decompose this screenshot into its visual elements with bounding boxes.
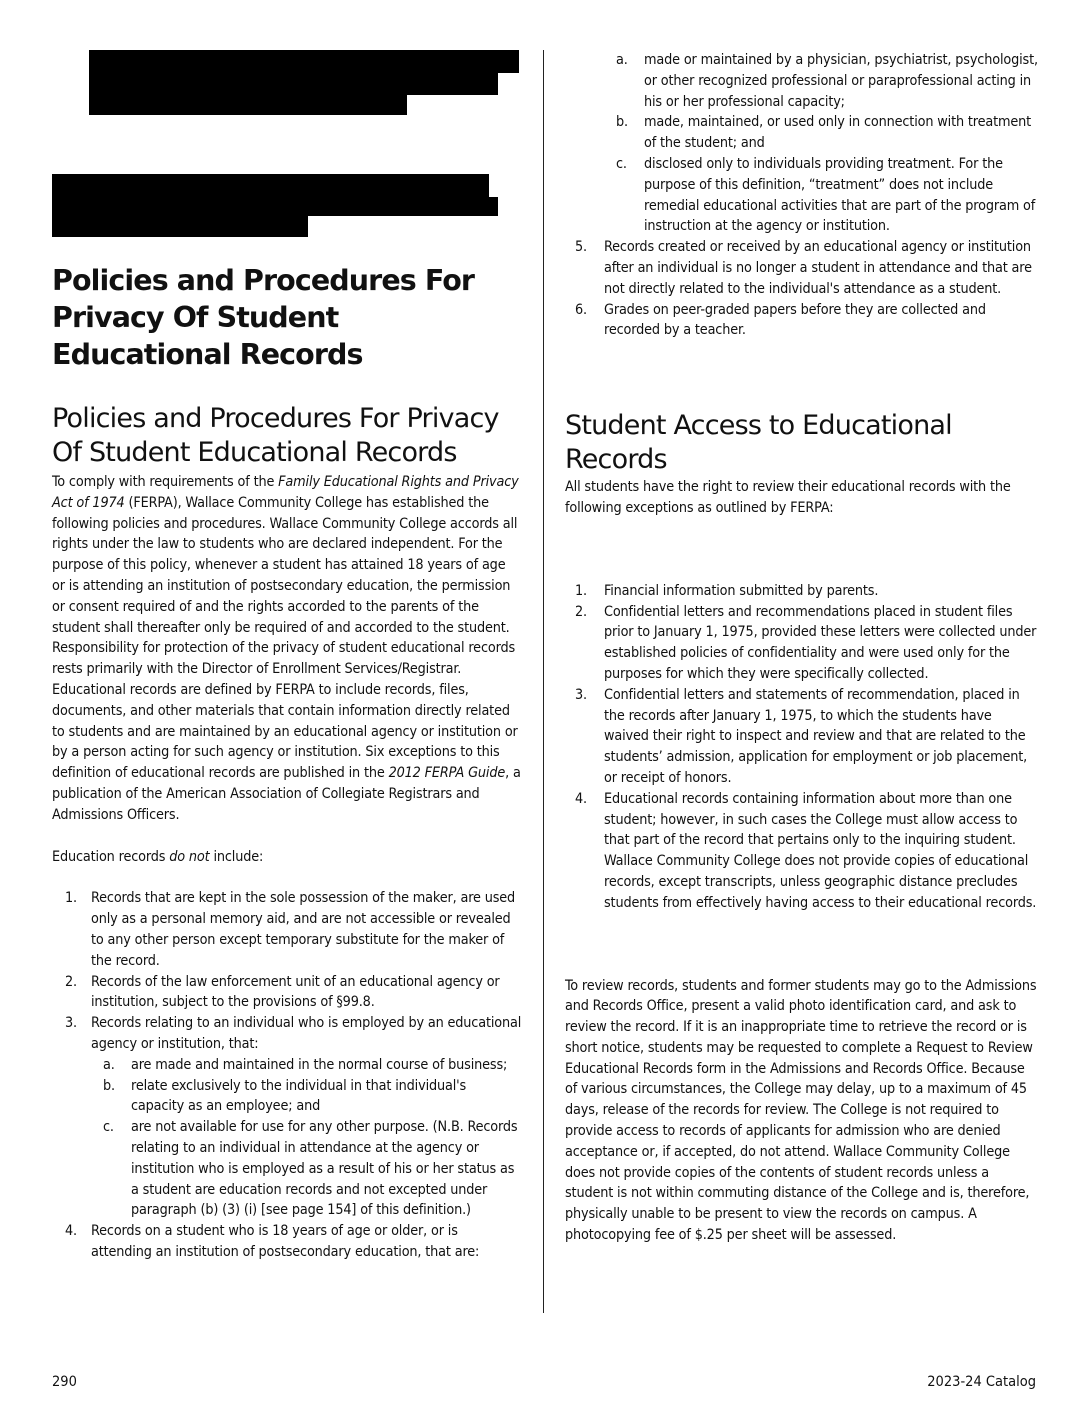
sub-list-item-text: relate exclusively to the individual in that individual's capacity as an employee; and (131, 1077, 467, 1115)
list-item (565, 602, 1040, 685)
exclusions-intro (52, 847, 522, 868)
list-item-text: Financial information submitted by parents. (604, 582, 879, 599)
sub-list (91, 1055, 522, 1221)
list-item-text: Confidential letters and statements of recommendation, placed in the records after January 1, 1975, to which the students have waived their right to inspect and review and that are related to the students’ admission, application for employment or job placement, or receipt of honors. (604, 686, 1028, 786)
redaction-block-1a (89, 50, 519, 73)
sub-list-item-text: made or maintained by a physician, psychiatrist, psychologist, or other recognized professional or paraprofessional acting in his or her professional capacity; (644, 52, 1038, 110)
sub-list-item (565, 154, 1040, 237)
access-section-title: Student Access to Educational Records (565, 410, 952, 476)
guide-name: 2012 FERPA Guide (388, 765, 506, 782)
redaction-block-2c (52, 216, 308, 237)
list-item (565, 789, 1040, 914)
excl-intro-post: include: (209, 848, 264, 865)
sub-list-item (565, 50, 1040, 112)
list-marker: 1. (575, 582, 587, 599)
intro-paragraph (52, 472, 522, 826)
section-title: Policies and Procedures For Privacy Of Student Educational Records (52, 403, 499, 468)
list-marker: 5. (575, 239, 587, 256)
catalog-label: 2023-24 Catalog (927, 1374, 1036, 1390)
list-item-text: Educational records containing information about more than one student; however, in such cases the College must allow access to that part of the record that pertains only to the inquiring student. Wallace Community College does not provide copies of educational records, except transcripts, unless geographic distance precludes students from effectively having access to their educational records. (604, 790, 1037, 911)
review-paragraph: To review records, students and former students may go to the Admissions and Records Office, present a valid photo identification card, and ask to review the record. If it is an inappropriate time to retrieve the record or is short notice, students may be requested to complete a Request to Review Educational Records form in the Admissions and Records Office. Because of various circumstances, the College may delay, up to a maximum of 45 days, release of the records for review. The College is not required to provide access to records of applicants for admission who are denied acceptance or, if accepted, do not attend. Wallace Community College does not provide copies of the contents of student records unless a student is not within commuting distance of the College and is, therefore, physically unable to be present to view the records on campus. A photocopying fee of $.25 per sheet will be assessed. (565, 977, 1037, 1244)
intro-text-3: , a publication of the American Association of Collegiate Registrars and Admissions Officers. (52, 765, 521, 823)
list-marker: 1. (65, 890, 77, 907)
list-marker: 4. (65, 1223, 77, 1240)
sub-list-marker: a. (616, 52, 628, 68)
sub-list-marker: a. (103, 1056, 115, 1073)
list-item-text: Records on a student who is 18 years of age or older, or is attending an institution of postsecondary education, that are: (91, 1223, 480, 1260)
exclusions-list-continued (565, 237, 1040, 341)
list-item (565, 685, 1040, 789)
list-item (565, 237, 1040, 299)
list-item (52, 1221, 522, 1263)
right-column (565, 50, 1040, 1246)
redaction-block-2b (52, 197, 498, 216)
sub-list-marker: b. (616, 114, 628, 131)
intro-text-1: To comply with requirements of the (52, 474, 279, 490)
sub-list-item (91, 1055, 522, 1076)
column-divider (543, 50, 544, 1313)
sub-list-item-text: are not available for use for any other purpose. (N.B. Records relating to an individual in attendance at the agency or institution who is employed as a result of his or her status as a student are education records and not excepted under paragraph (b) (3) (i) [see page 154] of this definition.) (131, 1119, 518, 1219)
list-marker: 3. (575, 686, 587, 703)
sub-list-item (91, 1117, 522, 1221)
list-item (52, 972, 522, 1014)
page-number: 290 (52, 1374, 77, 1390)
list-marker: 2. (575, 603, 587, 620)
redaction-block-1b (89, 73, 498, 95)
list-item (565, 581, 1040, 602)
list-item-text: Records that are kept in the sole possession of the maker, are used only as a personal memory aid, and are not accessible or revealed to any other person except temporary substitute for the maker of the record. (91, 890, 516, 969)
act-name: Family Educational Rights and Privacy Act of 1974 (52, 474, 519, 511)
list-marker: 2. (65, 973, 77, 990)
list-marker: 6. (575, 301, 587, 318)
excl-intro-em: do not (169, 848, 210, 865)
sub-list-marker: c. (616, 155, 627, 172)
list-item-text: Records relating to an individual who is employed by an educational agency or institution, that: (91, 1015, 522, 1052)
sub-list-item-text: made, maintained, or used only in connection with treatment of the student; and (644, 114, 1032, 152)
left-column (52, 262, 522, 1263)
list-item-text: Confidential letters and recommendations placed in student files prior to January 1, 1975, provided these letters were collected under established policies of confidentiality and were used only for the purposes for which they were specifically collected. (604, 603, 1037, 682)
sub-list-marker: c. (103, 1119, 114, 1136)
intro-text-2: (FERPA), Wallace Community College has established the following policies and procedures. Wallace Community College accords all rights under the law to students who are declared independent. For the purpose of this policy, whenever a student has attained 18 years of age or is attending an institution of postsecondary education, the permission or consent required of and the rights accorded to the parents of the student shall thereafter only be required of and accorded to the student. Responsibility for protection of the privacy of student educational records rests primarily with the Director of Enrollment Services/Registrar. Educational records are defined by FERPA to include records, files, documents, and other materials that contain information directly related to students and are maintained by an educational agency or institution or by a person acting for such agency or institution. Six exceptions to this definition of educational records are published in the (52, 494, 518, 782)
list-item (565, 300, 1040, 342)
list-marker: 4. (575, 790, 587, 807)
sub-list-marker: b. (103, 1077, 115, 1094)
page-title: Policies and Procedures For Privacy Of Student Educational Records (52, 264, 475, 371)
list-item (52, 1013, 522, 1221)
redaction-block-2a (52, 174, 489, 197)
sub-list-item-text: disclosed only to individuals providing treatment. For the purpose of this definition, “treatment” does not include remedial educational activities that are part of the program of instruction at the agency or institution. (644, 155, 1036, 235)
exclusion-4-sub-list (565, 50, 1040, 237)
sub-list-item (91, 1076, 522, 1118)
redaction-block-1c (89, 95, 407, 115)
list-item-text: Records of the law enforcement unit of an educational agency or institution, subject to the provisions of §99.8. (91, 973, 500, 1011)
list-item (52, 888, 522, 971)
list-item-text: Grades on peer-graded papers before they are collected and recorded by a teacher. (604, 301, 986, 339)
list-marker: 3. (65, 1015, 77, 1032)
sub-list-item-text: are made and maintained in the normal course of business; (131, 1056, 508, 1073)
access-intro: All students have the right to review their educational records with the following exceptions as outlined by FERPA: (565, 479, 1011, 516)
access-exceptions-list (565, 581, 1040, 914)
sub-list-item (565, 112, 1040, 154)
exclusions-list (52, 888, 522, 1262)
excl-intro-pre: Education records (52, 848, 170, 865)
list-item-text: Records created or received by an educational agency or institution after an individual is no longer a student in attendance and that are not directly related to the individual's attendance as a student. (604, 239, 1032, 297)
